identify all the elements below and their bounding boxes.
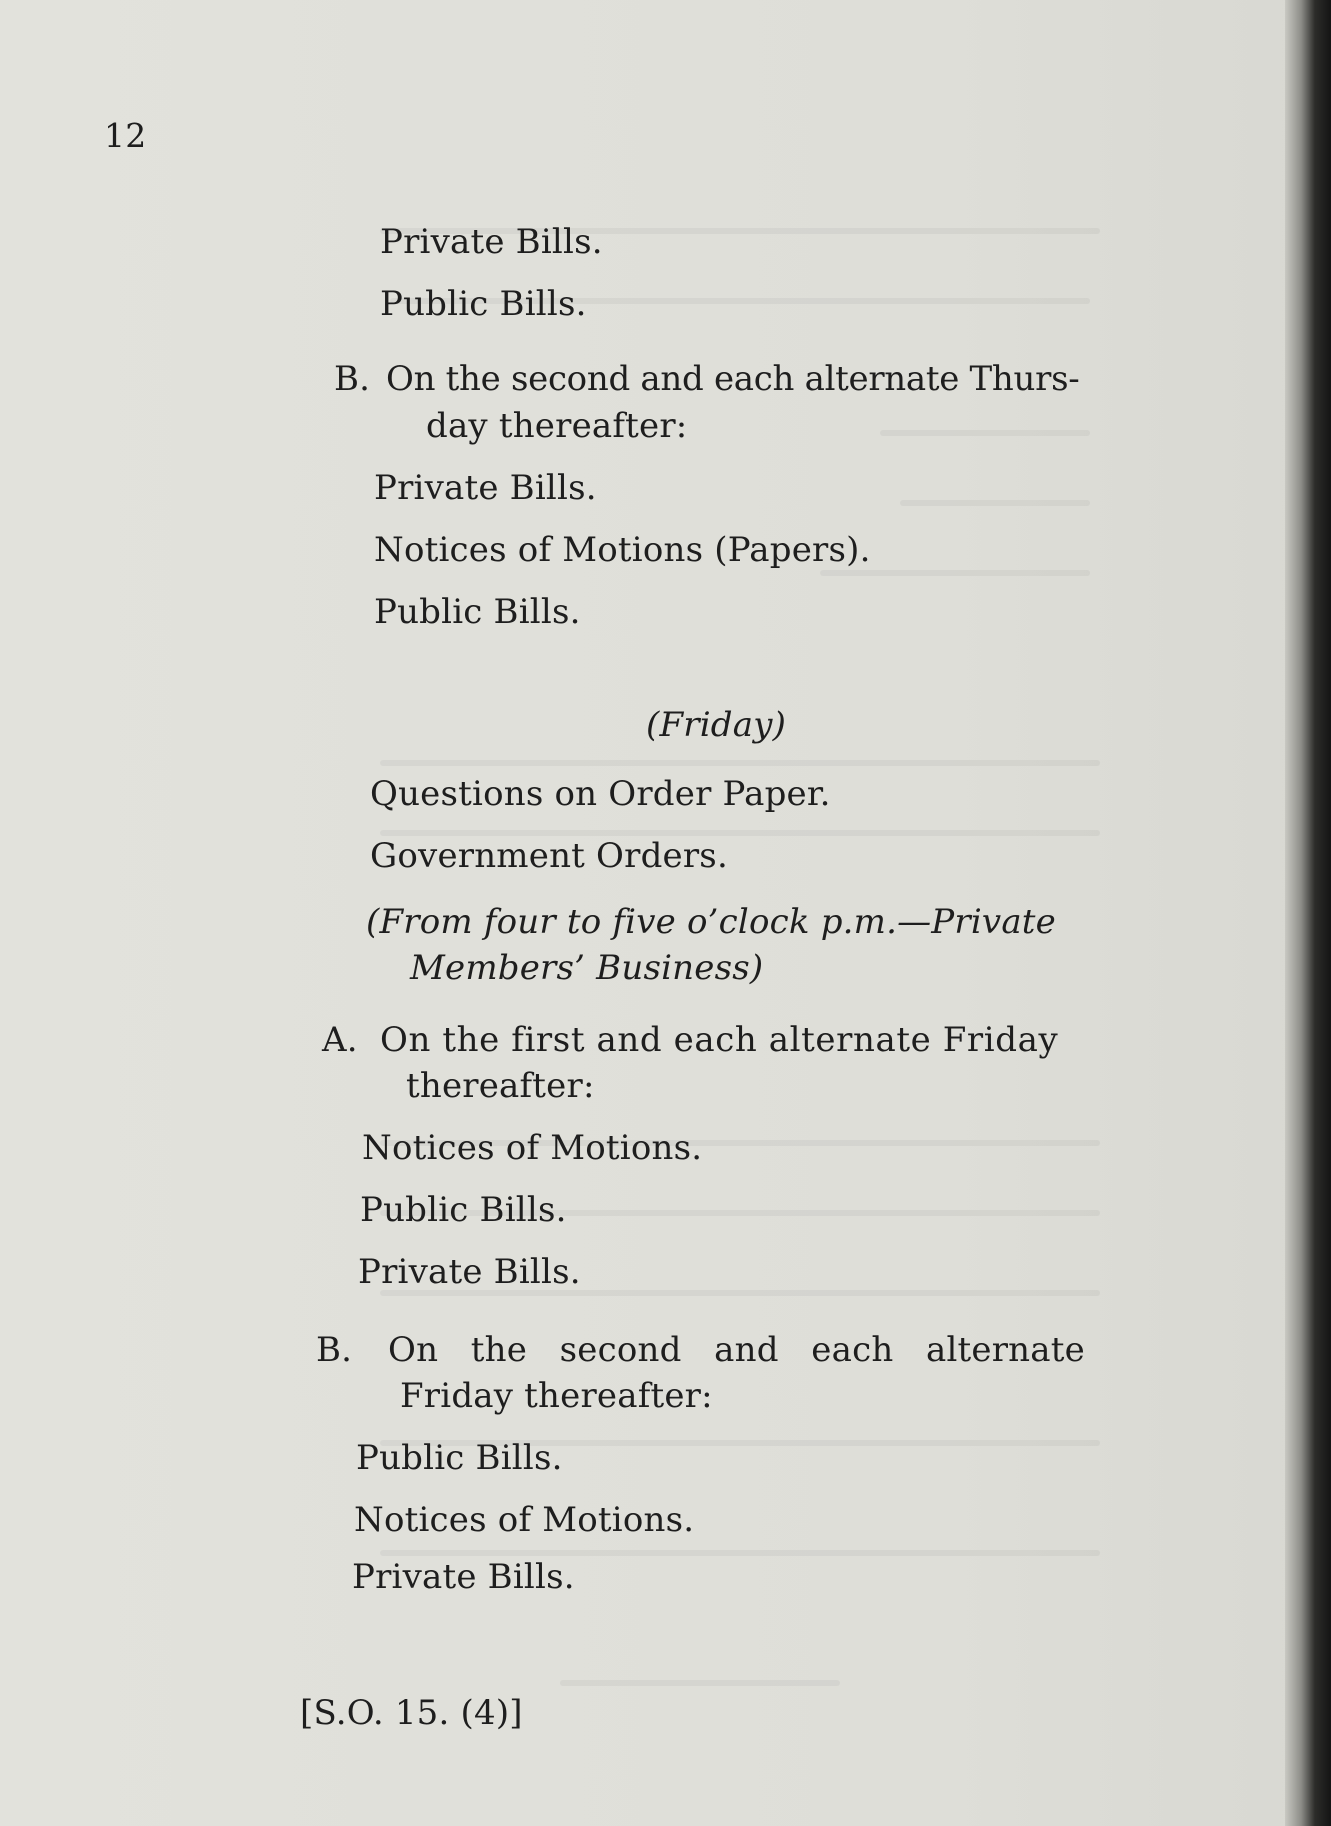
section-heading-line [388,1330,1085,1370]
heading-word: On [388,1330,439,1370]
list-item: Government Orders. [370,836,728,876]
section-letter: B. [316,1330,353,1370]
list-item: Notices of Motions. [354,1500,695,1540]
section-heading-line: thereafter: [406,1066,595,1106]
book-spine-shadow [1285,0,1331,1826]
page-number: 12 [104,116,147,155]
note-line: (From four to five o’clock p.m.—Private [366,902,1056,942]
list-item: Public Bills. [374,592,581,632]
section-heading-line: On the second and each alternate Thurs- [386,359,1080,399]
section-letter: B. [334,359,371,399]
citation: [S.O. 15. (4)] [300,1693,523,1733]
list-item: Private Bills. [352,1557,575,1597]
heading-word: each [811,1330,894,1370]
heading-word: alternate [926,1330,1085,1370]
section-heading-line: day thereafter: [426,406,688,446]
section-heading-line: On the first and each alternate Friday [380,1020,1059,1060]
heading-word: second [559,1330,682,1370]
list-item: Public Bills. [356,1438,563,1478]
heading-word: the [470,1330,528,1370]
list-item: Questions on Order Paper. [370,774,831,814]
list-item: Public Bills. [360,1190,567,1230]
list-item: Public Bills. [380,284,587,324]
section-letter: A. [322,1020,358,1060]
note-line: Members’ Business) [410,948,764,988]
section-heading-line: Friday thereafter: [400,1376,713,1416]
heading-word: and [714,1330,779,1370]
list-item: Private Bills. [358,1252,581,1292]
list-item: Private Bills. [380,222,603,262]
day-heading: (Friday) [646,705,787,745]
list-item: Notices of Motions (Papers). [374,530,871,570]
list-item: Private Bills. [374,468,597,508]
list-item: Notices of Motions. [362,1128,703,1168]
